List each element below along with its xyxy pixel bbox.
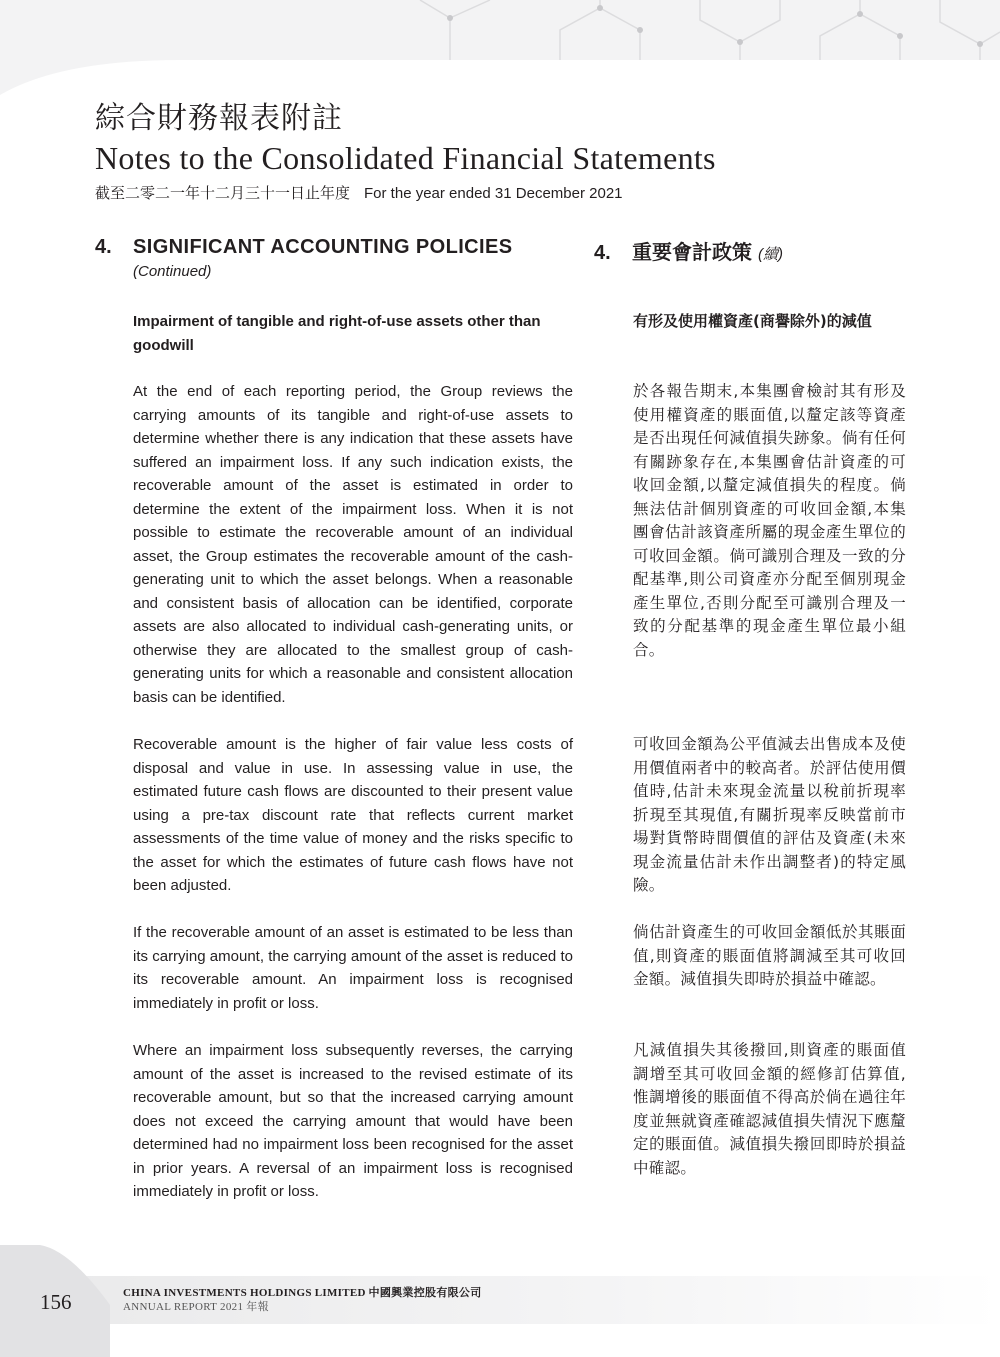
page-title-en: Notes to the Consolidated Financial Statements <box>95 140 716 176</box>
chinese-column <box>594 236 906 265</box>
section-heading-zh <box>594 236 906 265</box>
page-title-zh: 綜合財務報表附註 <box>95 101 343 136</box>
paragraph-en: At the end of each reporting period, the Group reviews the carrying amounts of its tangible and right-of-use assets to determine whether there is any indication that these assets have suffered an impairment loss. If any such indication exists, the recoverable amount of the asset is estimated in order to determine the extent of the impairment loss. When it is not possible to estimate the recoverable amount of an individual asset, the Group estimates the recoverable amount of the cash-generating unit to which the asset belongs. When a reasonable and consistent basis of allocation can be identified, corporate assets are also allocated to individual cash-generating units, or otherwise they are allocated to the smallest group of cash-generating units for which a reasonable and consistent allocation basis can be identified. <box>133 383 573 706</box>
paragraph-zh: 倘估計資產生的可收回金額低於其賬面值,則資產的賬面值將調減至其可收回金額。減值損失即時於損益中確認。 <box>633 923 906 988</box>
english-column <box>95 236 573 280</box>
section-continued-en: (Continued) <box>133 263 212 280</box>
subheading-zh: 有形及使用權資產(商譽除外)的減值 <box>633 312 872 330</box>
paragraph-zh-1-block <box>633 380 906 662</box>
paragraph-zh: 凡減值損失其後撥回,則資產的賬面值調增至其可收回金額的經修訂估算值,惟調增後的賬面值不得高於倘在過往年度並無就資產確認減值損失情況下應釐定的賬面值。減值損失撥回即時於損益中確認。 <box>633 1041 906 1177</box>
subheading-en-block <box>133 310 573 357</box>
page-number: 156 <box>40 1290 72 1314</box>
company-name-zh: 中國興業控股有限公司 <box>368 1287 482 1299</box>
footer-company-info <box>123 1286 482 1314</box>
reporting-period <box>95 182 716 203</box>
company-name-en: CHINA INVESTMENTS HOLDINGS LIMITED <box>123 1287 366 1299</box>
annual-report-label: ANNUAL REPORT 2021 年報 <box>123 1301 269 1313</box>
paragraph-en: Recoverable amount is the higher of fair value less costs of disposal and value in use. In assessing value in use, the estimated future cash flows are discounted to their present value using a pre-tax discount rate that reflects current market assessments of the time value of money and the risks specific to the asset for which the estimates of future cash flows have not been adjusted. <box>133 736 573 894</box>
section-heading-en <box>95 236 573 259</box>
paragraph-zh: 可收回金額為公平值減去出售成本及使用價值兩者中的較高者。於評估使用價值時,估計未來現金流量以稅前折現率折現至其現值,有關折現率反映當前市場對貨幣時間價值的評估及資產(未來現金流量估計未作出調整者)的特定風險。 <box>633 735 906 894</box>
section-continued-zh: (續) <box>758 246 783 263</box>
page-header <box>95 100 716 203</box>
subheading-en: Impairment of tangible and right-of-use assets other than goodwill <box>133 313 541 354</box>
paragraph-zh-3-block <box>633 921 906 992</box>
paragraph-en-2-block <box>133 733 573 898</box>
paragraph-zh-4-block <box>633 1039 906 1180</box>
section-title-en: SIGNIFICANT ACCOUNTING POLICIES <box>133 236 513 258</box>
section-title-zh: 重要會計政策 <box>632 240 752 264</box>
paragraph-zh-2-block <box>633 733 906 898</box>
reporting-period-en: For the year ended 31 December 2021 <box>364 185 623 202</box>
paragraph-en-1-block <box>133 380 573 709</box>
paragraph-en: Where an impairment loss subsequently reverses, the carrying amount of the asset is increased to the revised estimate of its recoverable amount, but so that the increased carrying amount does not exceed the carrying amount that would have been determined had no impairment loss been recognised for the asset in prior years. A reversal of an impairment loss is recognised immediately in profit or loss. <box>133 1042 573 1200</box>
subheading-zh-block <box>633 310 908 334</box>
section-number-zh: 4. <box>594 242 611 264</box>
paragraph-zh: 於各報告期末,本集團會檢討其有形及使用權資產的賬面值,以釐定該等資產是否出現任何減值損失跡象。倘有任何有關跡象存在,本集團會估計資產的可收回金額,以釐定減值損失的程度。倘無法估計個別資產的可收回金額,本集團會估計該資產所屬的現金產生單位的可收回金額。倘可識別合理及一致的分配基準,則公司資產亦分配至個別現金產生單位,否則分配至可識別合理及一致的分配基準的現金產生單位最小組合。 <box>633 382 906 659</box>
paragraph-en-4-block <box>133 1039 573 1204</box>
paragraph-en-3-block <box>133 921 573 1015</box>
header-corner-shape <box>0 0 180 95</box>
paragraph-en: If the recoverable amount of an asset is estimated to be less than its carrying amount, the carrying amount of the asset is reduced to its recoverable amount. An impairment loss is recognised immediately in profit or loss. <box>133 924 573 1012</box>
reporting-period-zh: 截至二零二一年十二月三十一日止年度 <box>95 185 351 202</box>
section-number-en: 4. <box>95 236 112 258</box>
